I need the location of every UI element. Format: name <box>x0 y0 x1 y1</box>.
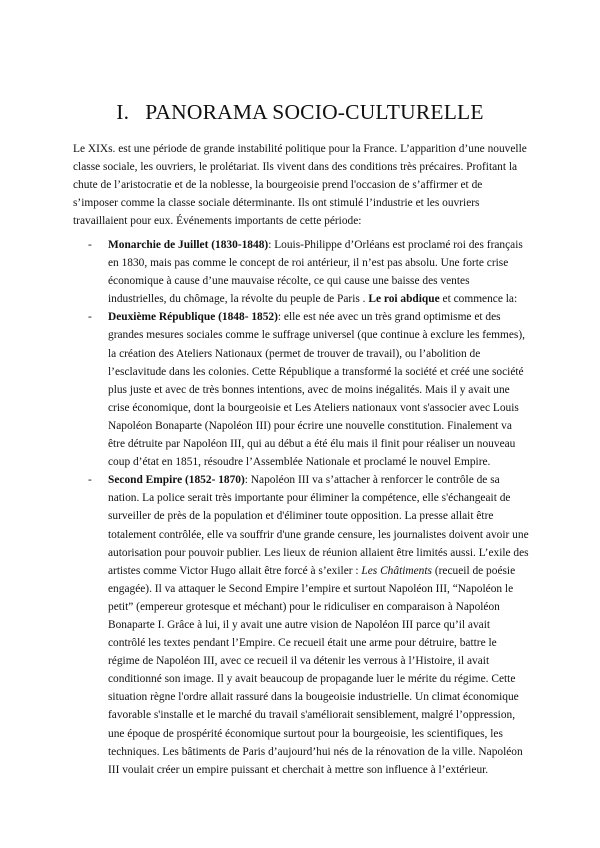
section-title-text: PANORAMA SOCIO-CULTURELLE <box>145 100 484 124</box>
bullet-dash: - <box>88 474 92 487</box>
list-item-republique <box>73 308 530 471</box>
item-text-end: et commence la: <box>439 293 518 306</box>
item-text: : elle est née avec un très grand optimisme et des grandes mesures sociales comme le suffrage universel (que continue à exclure les femmes), la création des Ateliers Nationaux (permet de trouver de travail), ou l’abolition de l’esclavitude dans les colonies. Cette République a transformé la société et créé une société plus juste et avec de très bonnes intentions, avec de moins inégalités. Mais il y avait une crise économique, dont la bourgeoisie et Les Ateliers nationaux vont s'associer avec Louis Napoléon Bonaparte (Napoléon III) pour écrire une nouvelle constitution. Finalement va être détruite par Napoléon III, qui au début a été élu mais il finit pour réaliser un nouveau coup d’état en 1851, résoudre l’Assemblée Nationale et proclamé le nouvel Empire. <box>108 311 525 469</box>
events-list <box>73 236 530 779</box>
item-heading: Deuxième République (1848- 1852) <box>108 311 278 324</box>
item-text-end: (recueil de poésie engagée). Il va attaquer le Second Empire l’empire et surtout Napoléon III, “Napoléon le petit” (empereur grotesque et méchant) pour le ridiculiser en comparaison à Napoléon Bonaparte I. Grâce à lui, il y avait une autre vision de Napoléon III parce qu’il avait contrôlé les textes pendant l’Empire. Ce recueil était une arme pour détruire, battre le régime de Napoléon III, avec ce recueil il va détenir les verrous à l’Histoire, il avait conditionné son image. Il y avait beaucoup de propagande luer le mérite du régime. Cette situation règne l'ordre allait rassuré dans la bougeoisie industrielle. Un climat économique favorable s'installe et le marché du travail s'améliorait sensiblement, malgré l’oppression, une époque de prospérité économique surtout pour la bourgeoisie, les scientifiques, les techniques. Les bâtiments de Paris d’aujourd’hui nés de la rénovation de la ville. Napoléon III voulait créer un empire puissant et cherchait à mettre son influence à l’extérieur. <box>108 564 523 776</box>
bullet-dash: - <box>88 311 92 324</box>
item-heading: Second Empire (1852- 1870) <box>108 474 245 487</box>
item-text: : Louis-Philippe d’Orléans est proclamé roi des français en 1830, mais pas comme le concept de roi antérieur, il n’est pas absolu. Une forte crise économique à cause d’une mauvaise récolte, ce qui cause une baisse des ventes industrielles, du chômage, la révolte du peuple de Paris . <box>108 239 523 306</box>
list-item-empire <box>73 471 530 779</box>
bullet-dash: - <box>88 239 92 251</box>
book-title: Les Châtiments <box>361 564 432 577</box>
item-emphasis: Le roi abdique <box>368 293 440 306</box>
section-number: I. <box>116 100 130 124</box>
item-heading: Monarchie de Juillet (1830-1848) <box>108 239 269 251</box>
section-title <box>0 100 600 125</box>
intro-paragraph: Le XIXs. est une période de grande instabilité politique pour la France. L’apparition d’une nouvelle classe sociale, les ouvriers, le prolétariat. Ils vivent dans des conditions très précaires. Profitant la chute de l’aristocratie et de la noblesse, la bourgeoisie prend l'occasion de s’affirmer et de s’imposer comme la classe sociale déterminante. Ils ont stimulé l’industrie et les ouvriers travaillaient pour eux. Événements importants de cette période: <box>73 143 527 228</box>
item-text: : Napoléon III va s’attacher à renforcer le contrôle de sa nation. La police serait très importante pour éliminer la compétence, elle s'échangeait de surveiller de près de la population et d'éliminer toute opposition. La presse allait être totalement contrôlée, elle va souffrir d'une grande censure, les journalistes doivent avoir une autorisation pour pouvoir publier. Les lieux de réunion allaient être limités aussi. L’exile des artistes comme Victor Hugo allait être forcé à s’exiler : <box>108 474 529 577</box>
list-item-monarchie <box>73 236 530 308</box>
